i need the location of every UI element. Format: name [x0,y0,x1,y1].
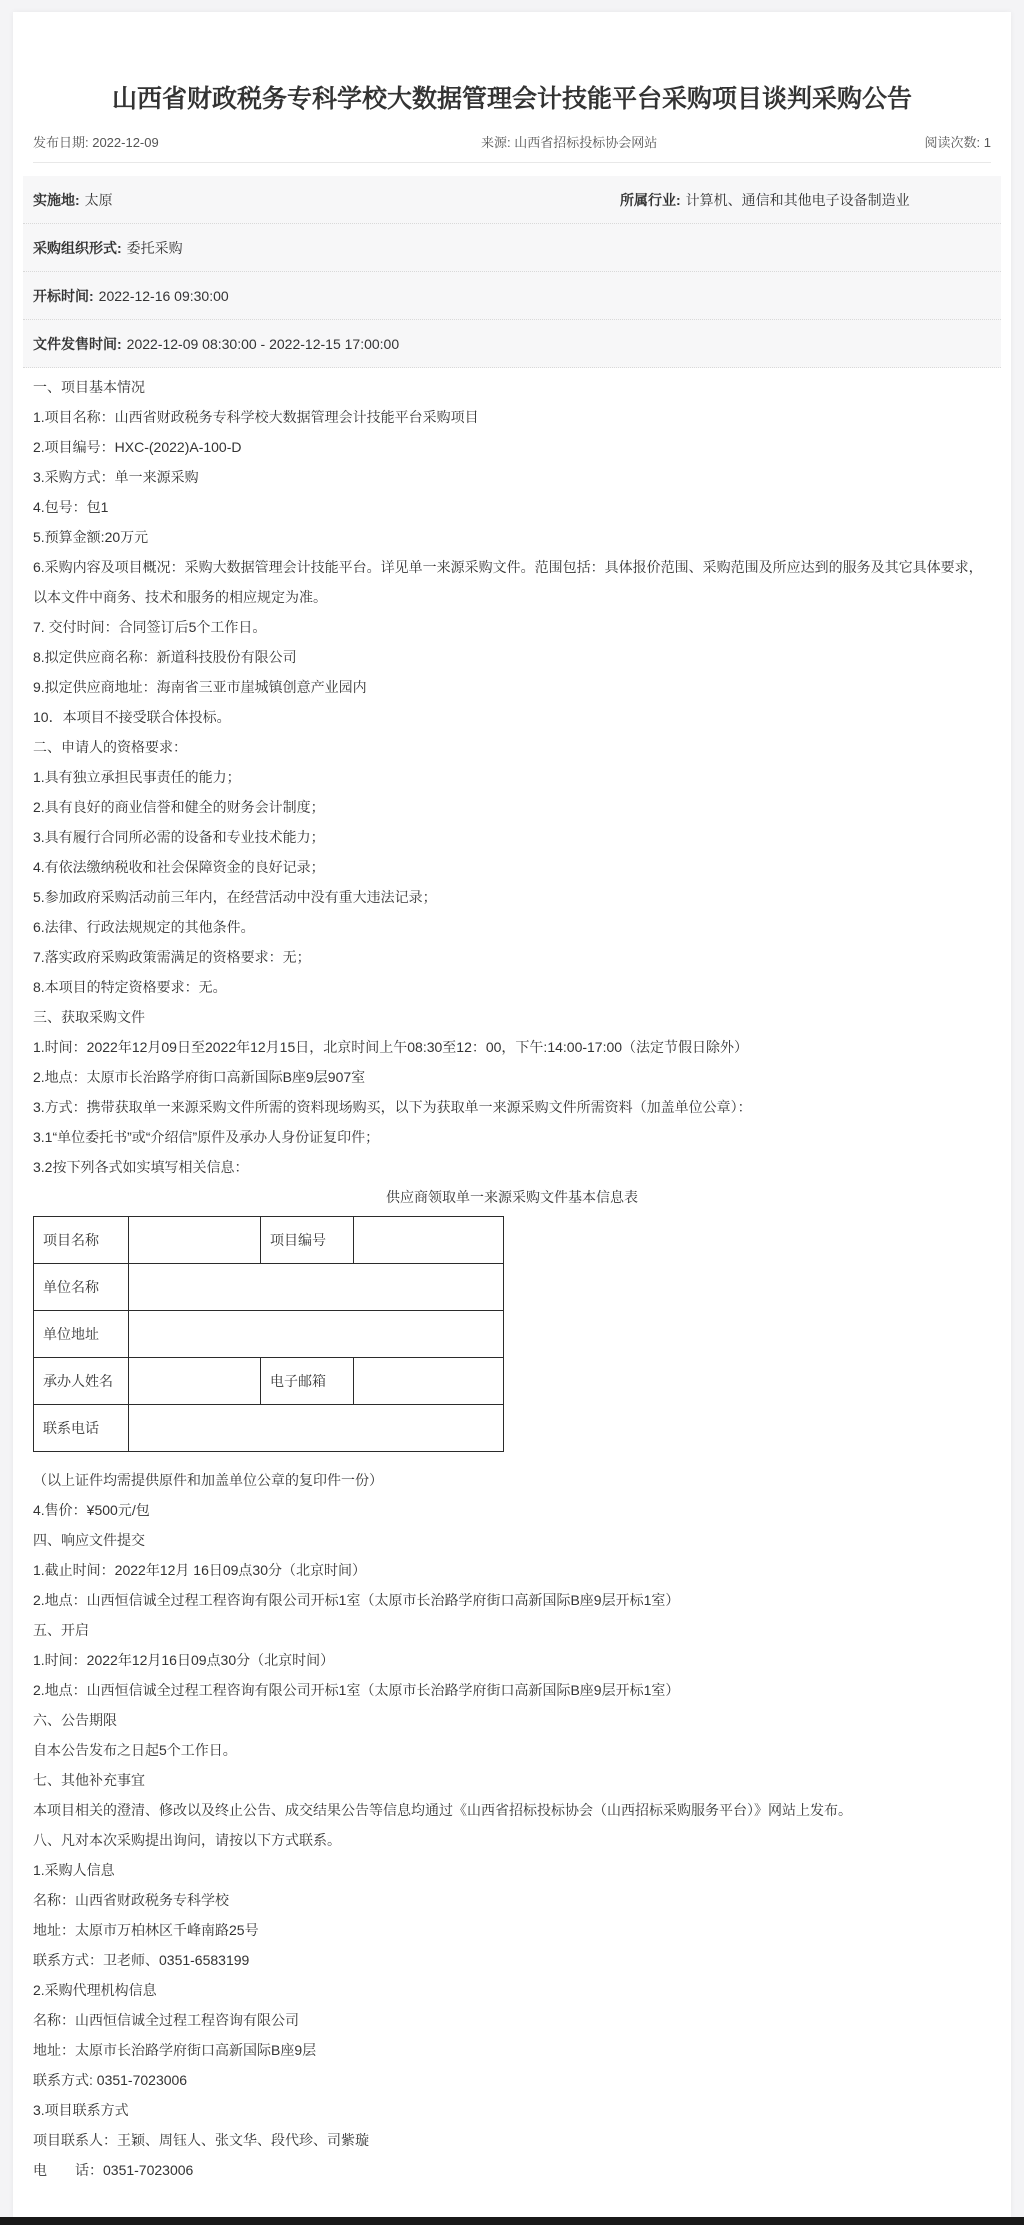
info-row-bid-open [23,272,1001,320]
table-label-cell: 单位地址 [34,1311,129,1358]
table-caption: 供应商领取单一来源采购文件基本信息表 [386,1189,638,1205]
footer-bar [0,2217,1024,2225]
paragraph: 2.地点：太原市长治路学府街口高新国际B座9层907室 [33,1069,366,1085]
info-cell-org-form [33,238,183,258]
paragraph: （以上证件均需提供原件和加盖单位公章的复印件一份） [33,1472,383,1488]
announcement-card [13,12,1011,2217]
section-heading: 三、获取采购文件 [33,1009,145,1025]
info-cell-location [33,190,620,210]
paragraph: 7. 交付时间：合同签订后5个工作日。 [33,619,267,635]
section-heading: 六、公告期限 [33,1712,117,1728]
paragraph: 2.具有良好的商业信誉和健全的财务会计制度； [33,799,325,815]
paragraph: 2.地点：山西恒信诚全过程工程咨询有限公司开标1室（太原市长治路学府街口高新国际B座9层开标1室） [33,1682,680,1698]
meta-row [33,132,991,150]
doc-sale-label: 文件发售时间: [33,336,122,352]
info-row-org-form [23,224,1001,272]
table-label-cell: 项目名称 [34,1217,129,1264]
paragraph: 地址：太原市万柏林区千峰南路25号 [33,1922,259,1938]
table-empty-cell [129,1217,261,1264]
paragraph: 8.拟定供应商名称：新道科技股份有限公司 [33,649,297,665]
paragraph: 10．本项目不接受联合体投标。 [33,709,231,725]
location-value: 太原 [84,192,113,208]
section-heading: 一、项目基本情况 [33,379,145,395]
paragraph: 4.有依法缴纳税收和社会保障资金的良好记录； [33,859,325,875]
paragraph: 6.采购内容及项目概况：采购大数据管理会计技能平台。详见单一来源采购文件。范围包括：具体报价范围、采购范围及所应达到的服务及其它具体要求，以本文件中商务、技术和服务的相应规定为准。 [33,559,983,605]
paragraph: 6.法律、行政法规规定的其他条件。 [33,919,255,935]
table-label-cell: 联系电话 [34,1405,129,1452]
bid-open-label: 开标时间: [33,288,94,304]
page-title: 山西省财政税务专科学校大数据管理会计技能平台采购项目谈判采购公告 [111,85,912,113]
bid-open-value: 2022-12-16 09:30:00 [98,288,229,304]
paragraph: 1.截止时间：2022年12月 16日09点30分（北京时间） [33,1562,366,1578]
table-empty-cell [129,1311,504,1358]
org-form-value: 委托采购 [126,240,183,256]
doc-sale-value: 2022-12-09 08:30:00 - 2022-12-15 17:00:00 [126,336,400,352]
supplier-info-table [33,1216,504,1452]
paragraph: 8.本项目的特定资格要求：无。 [33,979,227,995]
section-heading: 八、凡对本次采购提出询问，请按以下方式联系。 [33,1832,341,1848]
paragraph: 1.项目名称：山西省财政税务专科学校大数据管理会计技能平台采购项目 [33,409,479,425]
industry-value: 计算机、通信和其他电子设备制造业 [685,192,910,208]
table-label-cell: 承办人姓名 [34,1358,129,1405]
paragraph: 4.售价：¥500元/包 [33,1502,150,1518]
paragraph: 2.地点：山西恒信诚全过程工程咨询有限公司开标1室（太原市长治路学府街口高新国际B座9层开标1室） [33,1592,680,1608]
table-empty-cell [354,1217,504,1264]
table-row [34,1264,504,1311]
header-divider [33,162,991,163]
announcement-content [13,12,1011,2185]
table-label-cell: 单位名称 [34,1264,129,1311]
paragraph: 1.时间：2022年12月09日至2022年12月15日，北京时间上午08:30至12：00，下午:14:00-17:00（法定节假日除外） [33,1039,749,1055]
paragraph: 3.项目联系方式 [33,2102,129,2118]
section-heading: 四、响应文件提交 [33,1532,145,1548]
info-row-location-industry [23,176,1001,224]
section-heading: 二、申请人的资格要求： [33,739,187,755]
paragraph: 3.采购方式：单一来源采购 [33,469,199,485]
read-count: 阅读次数: 1 [924,135,991,150]
paragraph: 1.时间：2022年12月16日09点30分（北京时间） [33,1652,335,1668]
summary-info-box [23,176,1001,368]
table-row [34,1358,504,1405]
paragraph: 5.参加政府采购活动前三年内，在经营活动中没有重大违法记录； [33,889,437,905]
table-empty-cell [354,1358,504,1405]
info-cell-bid-open [33,286,229,306]
paragraph: 名称：山西省财政税务专科学校 [33,1892,229,1908]
paragraph: 2.项目编号：HXC-(2022)A-100-D [33,439,242,455]
paragraph: 项目联系人：王颖、周钰人、张文华、段代珍、司紫璇 [33,2132,369,2148]
paragraph: 3.具有履行合同所必需的设备和专业技术能力； [33,829,325,845]
table-label-cell: 电子邮箱 [261,1358,354,1405]
paragraph: 5.预算金额:20万元 [33,529,149,545]
paragraph: 2.采购代理机构信息 [33,1982,157,1998]
info-row-doc-sale [23,320,1001,368]
table-empty-cell [129,1264,504,1311]
publish-date: 发布日期: 2022-12-09 [33,135,159,150]
table-row [34,1217,504,1264]
table-label-cell: 项目编号 [261,1217,354,1264]
paragraph: 4.包号：包1 [33,499,109,515]
paragraph: 3.1“单位委托书”或“介绍信”原件及承办人身份证复印件； [33,1129,380,1145]
table-empty-cell [129,1358,261,1405]
paragraph: 联系方式: 0351-7023006 [33,2072,188,2088]
paragraph: 9.拟定供应商地址：海南省三亚市崖城镇创意产业园内 [33,679,367,695]
org-form-label: 采购组织形式: [33,240,122,256]
table-empty-cell [129,1405,504,1452]
paragraph: 1.采购人信息 [33,1862,115,1878]
industry-label: 所属行业: [620,192,681,208]
paragraph: 电 话：0351-7023006 [33,2162,194,2178]
section-heading: 七、其他补充事宜 [33,1772,145,1788]
paragraph: 7.落实政府采购政策需满足的资格要求：无； [33,949,311,965]
location-label: 实施地: [33,192,80,208]
table-row [34,1311,504,1358]
info-cell-doc-sale [33,334,399,354]
paragraph: 联系方式：卫老师、0351-6583199 [33,1952,250,1968]
section-heading: 五、开启 [33,1622,89,1638]
paragraph: 本项目相关的澄清、修改以及终止公告、成交结果公告等信息均通过《山西省招标投标协会（山西招标采购服务平台）》网站上发布。 [33,1802,852,1818]
paragraph: 地址：太原市长治路学府街口高新国际B座9层 [33,2042,317,2058]
paragraph: 自本公告发布之日起5个工作日。 [33,1742,237,1758]
paragraph: 1.具有独立承担民事责任的能力； [33,769,241,785]
paragraph: 3.方式：携带获取单一来源采购文件所需的资料现场购买，以下为获取单一来源采购文件所需资料（加盖单位公章）： [33,1099,752,1115]
source-label: 来源: 山西省招标投标协会网站 [481,135,658,150]
table-row [34,1405,504,1452]
body-text [33,372,991,2185]
paragraph: 3.2按下列各式如实填写相关信息： [33,1159,249,1175]
paragraph: 名称：山西恒信诚全过程工程咨询有限公司 [33,2012,299,2028]
info-cell-industry [620,190,991,210]
